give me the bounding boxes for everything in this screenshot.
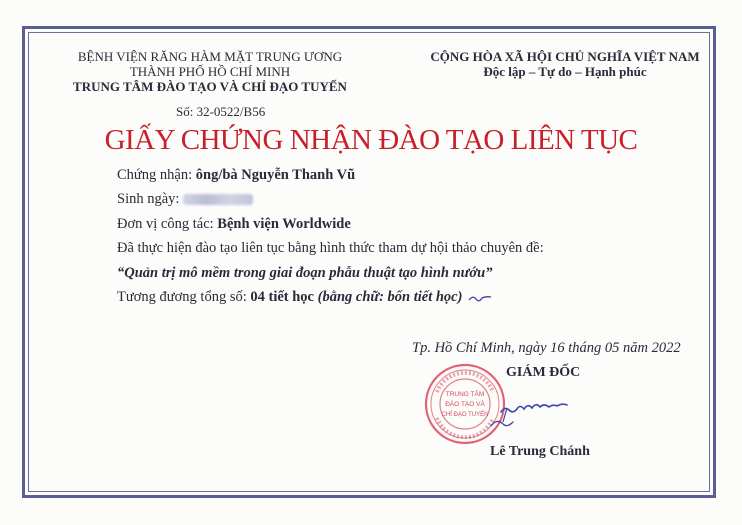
inner-border xyxy=(28,32,710,492)
signer-name: Lê Trung Chánh xyxy=(490,444,590,459)
seal-line-3: CHỈ ĐẠO TUYẾN xyxy=(441,412,489,418)
dob-redacted xyxy=(183,194,253,205)
pen-mark-icon xyxy=(468,293,492,303)
issuer-line-1: BỆNH VIỆN RĂNG HÀM MẶT TRUNG ƯƠNG xyxy=(77,49,343,64)
equivalent-label: Tương đương tổng số: xyxy=(117,289,251,305)
equivalent-words: (bằng chữ: bốn tiết học) xyxy=(317,289,463,305)
national-header xyxy=(415,49,715,79)
workplace-line xyxy=(117,216,351,233)
dob-line xyxy=(117,191,253,208)
seal-line-1: TRUNG TÂM xyxy=(445,391,485,398)
place-date: Tp. Hồ Chí Minh, ngày 16 tháng 05 năm 2022 xyxy=(412,340,681,356)
certificate-title: GIẤY CHỨNG NHẬN ĐÀO TẠO LIÊN TỤC xyxy=(104,124,638,156)
certify-line xyxy=(117,167,355,184)
equivalent-line xyxy=(117,289,492,306)
workplace-label: Đơn vị công tác: xyxy=(117,216,218,232)
certificate-number: Số: 32-0522/B56 xyxy=(176,104,266,119)
director-title: GIÁM ĐỐC xyxy=(506,365,581,380)
issuer-line-2: THÀNH PHỐ HỒ CHÍ MINH xyxy=(129,64,291,79)
issuer-header xyxy=(60,49,360,94)
dob-label: Sinh ngày: xyxy=(117,191,184,207)
completed-line: Đã thực hiện đào tạo liên tục bằng hình thức tham dự hội thảo chuyên đề: xyxy=(117,240,544,256)
topic-line: “Quản trị mô mềm trong giai đoạn phẫu thuật tạo hình nướu” xyxy=(117,265,493,281)
equivalent-value: 04 tiết học xyxy=(250,289,314,305)
workplace-value: Bệnh viện Worldwide xyxy=(217,216,351,232)
issuer-line-3: TRUNG TÂM ĐÀO TẠO VÀ CHỈ ĐẠO TUYẾN xyxy=(73,79,347,94)
national-title: CỘNG HÒA XÃ HỘI CHỦ NGHĨA VIỆT NAM xyxy=(430,49,700,64)
seal-line-2: ĐÀO TẠO VÀ xyxy=(445,401,485,408)
certify-value: ông/bà Nguyễn Thanh Vũ xyxy=(195,167,356,183)
handwritten-signature-icon xyxy=(483,372,578,432)
national-motto: Độc lập – Tự do – Hạnh phúc xyxy=(483,64,647,79)
certify-label: Chứng nhận: xyxy=(117,167,196,183)
